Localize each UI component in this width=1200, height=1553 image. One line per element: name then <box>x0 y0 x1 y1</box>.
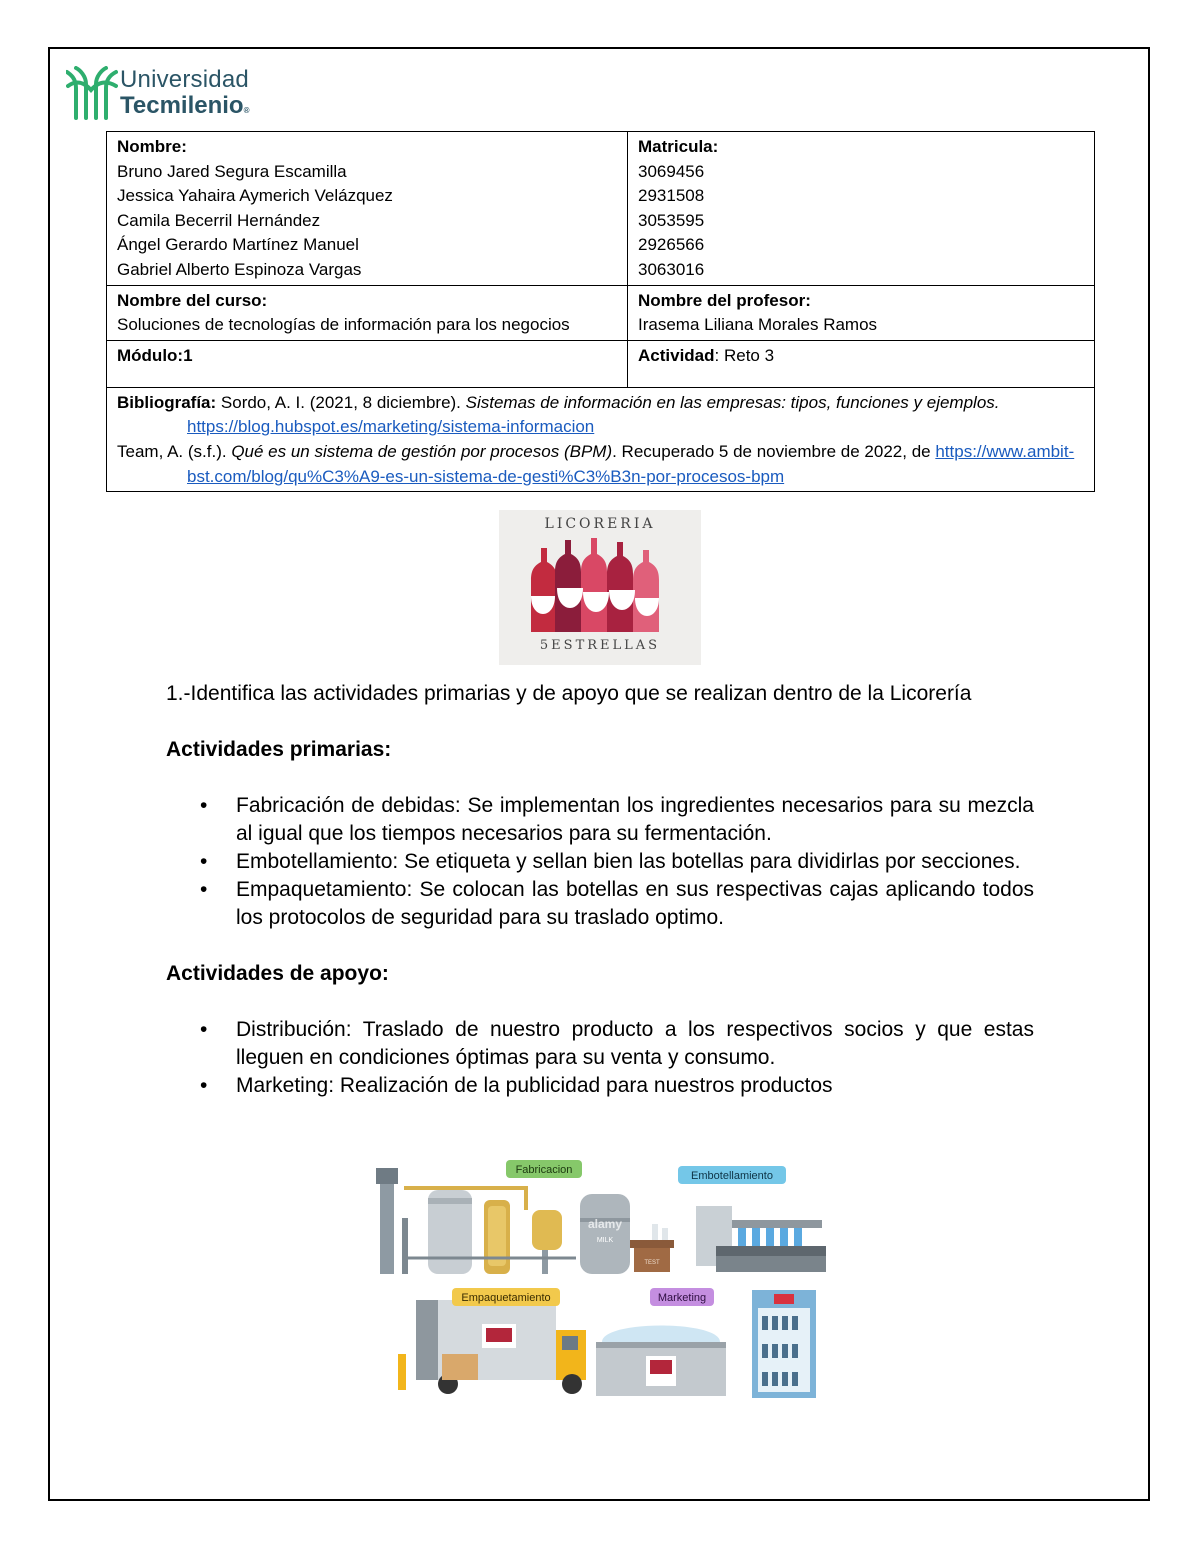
question: 1.-Identifica las actividades primarias y de apoyo que se realizan dentro de la Licorería <box>166 682 972 705</box>
ref-1: Bibliografía: Sordo, A. I. (2021, 8 diciembre). Sistemas de información en las empresas: tipos, funciones y ejemplos. <box>117 392 1000 412</box>
student-id: 2931508 <box>638 186 705 206</box>
modulo-label: Módulo:1 <box>117 345 193 365</box>
ref-1-link[interactable]: https://blog.hubspot.es/marketing/sistema-informacion <box>187 417 595 437</box>
student-id: 3069456 <box>638 161 705 181</box>
brand-top-text: LICORERIA <box>544 516 656 532</box>
apoyo-heading: Actividades de apoyo: <box>166 962 389 985</box>
matricula-cell <box>628 132 1095 286</box>
test-label: TEST <box>644 1260 660 1266</box>
ref-2-link-b[interactable]: bst.com/blog/qu%C3%A9-es-un-sistema-de-gesti%C3%B3n-por-procesos-bpm <box>187 466 785 486</box>
student-name: Jessica Yahaira Aymerich Velázquez <box>117 186 393 206</box>
embotellamiento-tag: Embotellamiento <box>691 1170 773 1182</box>
profesor-label: Nombre del profesor: <box>638 290 811 310</box>
list-item: • Fabricación de debidas: Se implementan los ingredientes necesarios para su mezcla al igual que los tiempos necesarios para su fermentación. <box>236 792 1034 848</box>
store-fridge <box>752 1290 816 1398</box>
student-name: Bruno Jared Segura Escamilla <box>117 161 347 181</box>
student-id: 3063016 <box>638 259 705 279</box>
profesor-cell <box>628 285 1095 340</box>
nombre-label: Nombre: <box>117 137 187 156</box>
bottling-machine <box>696 1206 826 1272</box>
primarias-heading: Actividades primarias: <box>166 738 392 761</box>
profesor-value: Irasema Liliana Morales Ramos <box>638 315 878 335</box>
student-name: Gabriel Alberto Espinoza Vargas <box>117 259 362 279</box>
student-name: Ángel Gerardo Martínez Manuel <box>117 235 359 255</box>
actividad-value: Actividad: Reto 3 <box>638 345 775 365</box>
fabricacion-tag: Fabricacion <box>515 1164 573 1176</box>
university-logo <box>66 66 266 122</box>
list-item: • Marketing: Realización de la publicidad para nuestros productos <box>236 1072 1034 1100</box>
milk-label: MILK <box>596 1237 614 1244</box>
fabricacion-machinery <box>376 1168 576 1274</box>
student-id: 3053595 <box>638 210 705 230</box>
actividad-cell <box>628 340 1095 387</box>
empaquetamiento-tag: Empaquetamiento <box>461 1292 551 1304</box>
alamy-watermark: alamy <box>587 1217 623 1231</box>
logo-universidad: Universidad <box>120 66 249 93</box>
brand-bottom-text: 5ESTRELLAS <box>539 638 661 653</box>
bottles-icon <box>527 536 673 636</box>
delivery-truck <box>398 1300 586 1394</box>
students-cell <box>107 132 628 286</box>
list-item: • Distribución: Traslado de nuestro producto a los respectivos socios y que estas lleguen en condiciones óptimas para su venta y consumo. <box>236 1016 1034 1072</box>
matricula-label: Matricula: <box>638 137 719 156</box>
student-name: Camila Becerril Hernández <box>117 210 321 230</box>
modulo-cell <box>107 340 628 387</box>
curso-label: Nombre del curso: <box>117 290 268 310</box>
list-item: • Embotellamiento: Se etiqueta y sellan bien las botellas para dividirlas por secciones. <box>236 848 1034 876</box>
logo-tecmilenio: Tecmilenio® <box>120 92 250 119</box>
apoyo-list <box>166 1016 1034 1100</box>
tecmilenio-leaf-icon <box>66 66 118 120</box>
main-content <box>166 680 1034 1100</box>
ref-2: Team, A. (s.f.). Qué es un sistema de gestión por procesos (BPM). Recuperado 5 de noviembre de 2022, de https://www.ambit- <box>117 441 1075 461</box>
marketing-tag: Marketing <box>657 1292 707 1304</box>
licoreria-logo <box>499 510 701 665</box>
milk-tank <box>580 1194 630 1274</box>
curso-cell <box>107 285 628 340</box>
curso-value: Soluciones de tecnologías de información para los negocios <box>117 315 570 335</box>
list-item: • Empaquetamiento: Se colocan las botellas en sus respectivas cajas aplicando todos los protocolos de seguridad para su traslado optimo. <box>236 876 1034 932</box>
marketing-counter <box>596 1326 726 1397</box>
bibliografia-cell <box>107 387 1095 491</box>
info-table <box>106 131 1095 492</box>
process-illustration <box>376 1158 828 1403</box>
primarias-list <box>166 792 1034 932</box>
ref-2-link-a[interactable]: https://www.ambit- <box>935 441 1075 461</box>
test-table <box>630 1224 674 1272</box>
student-id: 2926566 <box>638 235 705 255</box>
